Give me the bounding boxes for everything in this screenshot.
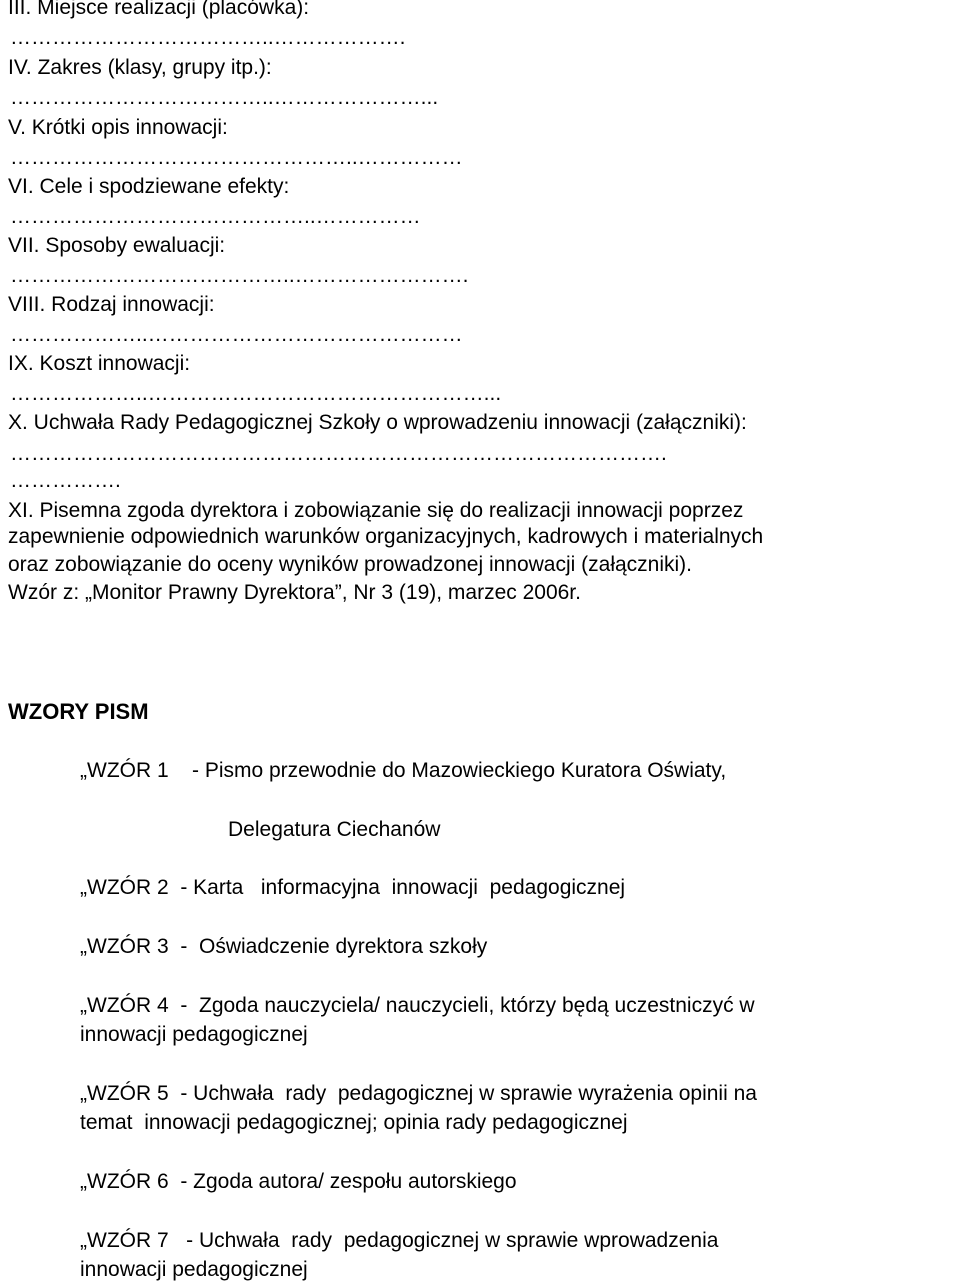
wzor-5-line-2: temat innowacji pedagogicznej; opinia rady pedagogicznej: [80, 1111, 628, 1134]
section-x-fill-2: …………….: [10, 469, 121, 492]
section-xi-line-2: zapewnienie odpowiednich warunków organizacyjnych, kadrowych i materialnych: [8, 525, 764, 548]
section-xi-line-1: XI. Pisemna zgoda dyrektora i zobowiązanie się do realizacji innowacji poprzez: [8, 499, 744, 522]
section-iv-fill: ………………………………..…………………...: [10, 86, 439, 109]
section-x-fill: ………………………………………………………………………………….: [10, 442, 667, 465]
section-ix-label: IX. Koszt innowacji:: [8, 352, 191, 375]
section-xi-line-3: oraz zobowiązanie do oceny wyników prowadzonej innowacji (załączniki).: [8, 553, 693, 576]
section-xi-source: Wzór z: „Monitor Prawny Dyrektora”, Nr 3 (19), marzec 2006r.: [8, 581, 581, 604]
wzory-heading: WZORY PISM: [8, 699, 149, 724]
wzor-6: „WZÓR 6 - Zgoda autora/ zespołu autorskiego: [80, 1170, 517, 1193]
section-viii-fill: ………………..………………………………………: [10, 323, 463, 346]
wzor-7-line-2: innowacji pedagogicznej: [80, 1258, 308, 1281]
wzor-3: „WZÓR 3 - Oświadczenie dyrektora szkoły: [80, 935, 488, 958]
wzor-2: „WZÓR 2 - Karta informacyjna innowacji pedagogicznej: [80, 876, 626, 899]
wzor-1-line-2: Delegatura Ciechanów: [228, 818, 441, 841]
wzor-4-line-1: „WZÓR 4 - Zgoda nauczyciela/ nauczycieli, którzy będą uczestniczyć w: [80, 994, 755, 1017]
section-vi-fill: ……………………………………..……………: [10, 205, 421, 228]
section-iii-label: III. Miejsce realizacji (placówka):: [8, 0, 310, 19]
section-viii-label: VIII. Rodzaj innowacji:: [8, 293, 215, 316]
section-v-label: V. Krótki opis innowacji:: [8, 116, 228, 139]
section-ix-fill: ………………..…………………………………………...: [10, 382, 502, 405]
section-vi-label: VI. Cele i spodziewane efekty:: [8, 175, 290, 198]
section-vii-label: VII. Sposoby ewaluacji:: [8, 234, 226, 257]
section-iii-fill: ………………………………..……………….: [10, 26, 406, 49]
section-v-fill: …………………………………………..……………: [10, 146, 463, 169]
section-x-label: X. Uchwała Rady Pedagogicznej Szkoły o wprowadzeniu innowacji (załączniki):: [8, 411, 747, 434]
wzor-7-line-1: „WZÓR 7 - Uchwała rady pedagogicznej w sprawie wprowadzenia: [80, 1229, 719, 1252]
section-iv-label: IV. Zakres (klasy, grupy itp.):: [8, 56, 272, 79]
wzor-1-line-1: „WZÓR 1 - Pismo przewodnie do Mazowieckiego Kuratora Oświaty,: [80, 759, 727, 782]
wzor-4-line-2: innowacji pedagogicznej: [80, 1023, 308, 1046]
section-vii-fill: …………………………………..…………………….: [10, 264, 469, 287]
wzor-5-line-1: „WZÓR 5 - Uchwała rady pedagogicznej w sprawie wyrażenia opinii na: [80, 1082, 757, 1105]
